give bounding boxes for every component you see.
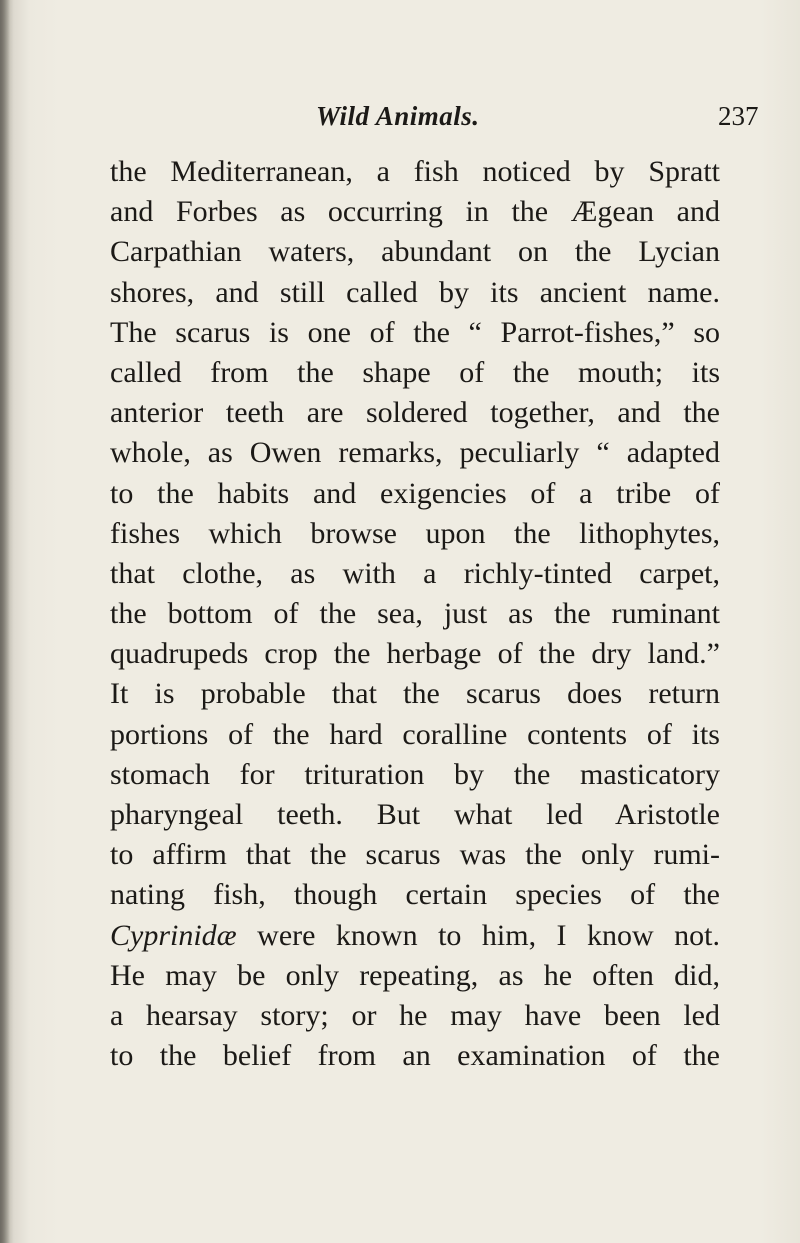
text-line: a hearsay story; or he may have been led	[110, 998, 720, 1032]
text-line-rest: were known to him, I know not.	[236, 918, 720, 952]
text-line: stomach for trituration by the masticatory	[110, 757, 720, 791]
text-line: Carpathian waters, abundant on the Lycian	[110, 235, 720, 269]
running-head-title: Wild Animals.	[316, 101, 480, 131]
text-line: portions of the hard coralline contents of its	[110, 717, 720, 751]
text-line-mixed	[110, 916, 720, 956]
italic-term: Cyprinidæ	[110, 918, 237, 952]
text-line: It is probable that the scarus does return	[110, 677, 720, 711]
text-line: and Forbes as occurring in the Ægean and	[110, 195, 720, 229]
text-line: shores, and still called by its ancient name.	[110, 275, 720, 309]
page-number: 237	[718, 101, 759, 131]
body-text	[110, 152, 720, 1076]
text-line: whole, as Owen remarks, peculiarly “ adapted	[110, 436, 720, 470]
running-head	[0, 101, 800, 135]
text-line: called from the shape of the mouth; its	[110, 355, 720, 389]
text-line: nating fish, though certain species of the	[110, 878, 720, 912]
text-line: the Mediterranean, a fish noticed by Spratt	[110, 155, 720, 188]
text-line: that clothe, as with a richly-tinted carpet,	[110, 556, 720, 590]
text-line: to the habits and exigencies of a tribe of	[110, 476, 720, 510]
gutter-shadow	[0, 0, 10, 1243]
text-line: The scarus is one of the “ Parrot-fishes,” so	[110, 315, 720, 349]
text-line: to the belief from an examination of the	[110, 1039, 720, 1073]
text-line: to affirm that the scarus was the only rumi-	[110, 838, 720, 872]
text-line: anterior teeth are soldered together, and the	[110, 396, 720, 430]
text-line: pharyngeal teeth. But what led Aristotle	[110, 798, 720, 831]
text-line: quadrupeds crop the herbage of the dry land.”	[110, 637, 720, 671]
text-line: the bottom of the sea, just as the ruminant	[110, 597, 720, 631]
text-line: fishes which browse upon the lithophytes,	[110, 516, 720, 550]
text-line: He may be only repeating, as he often did,	[110, 958, 720, 992]
